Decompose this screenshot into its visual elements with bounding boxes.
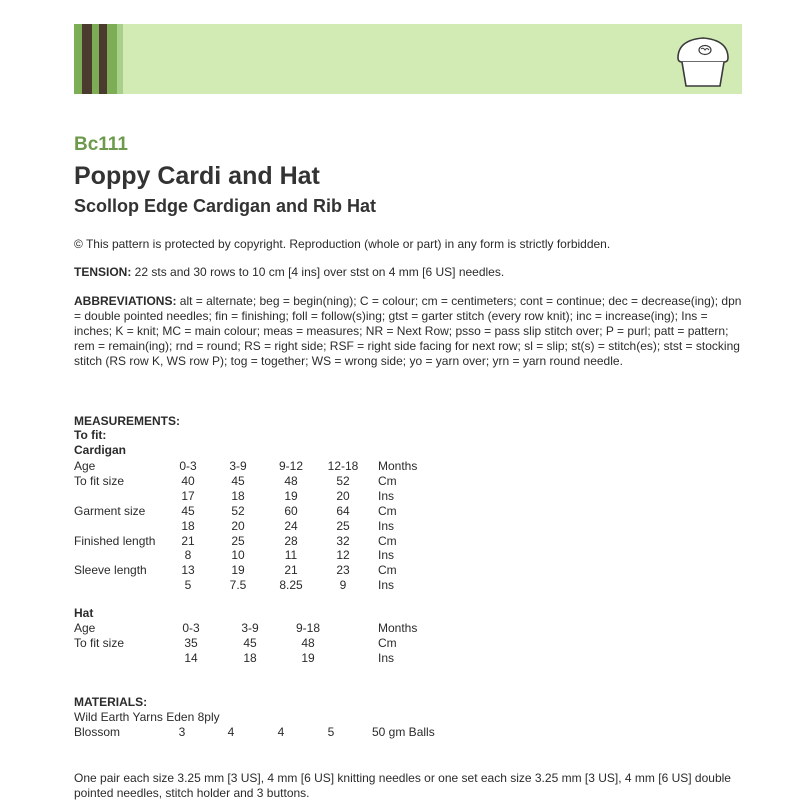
abbreviations-text: alt = alternate; beg = begin(ning); C = colour; cm = centimeters; cont = continue; dec = decrease(ing); dpn = double pointed needles; fin = finishing; foll = follow(s)ing; gtst = garter stitch (every row knit); inc = increase(ing); Ins = inches; K = knit; MC = main colour; meas = measures; NR = Next Row; psso = pass slip stitch over; P = purl; patt = pattern; rem = remain(ing); rnd = round; RS = right side; RSF = right side facing for next row; sl = slip; st(s) = stitch(es); stst = stocking stitch (RS row K, WS row P); tog = together; WS = wrong side; yo = yarn over; yrn = yarn round needle.: [74, 294, 742, 368]
tension-paragraph: [74, 265, 504, 280]
table-cell: 10: [231, 548, 245, 563]
unit-label: Cm: [378, 533, 397, 548]
banner-stripe-4: [99, 24, 107, 94]
banner-stripe-1: [74, 24, 82, 94]
unit-label: 50 gm Balls: [372, 725, 435, 739]
to-fit-heading: To fit:: [74, 428, 107, 442]
cupcake-logo-icon: [672, 30, 734, 92]
table-cell: 5: [184, 578, 192, 593]
table-cell: 21: [181, 533, 195, 548]
row-label: Finished length: [74, 533, 156, 548]
table-cell: 60: [284, 503, 298, 518]
table-cell: 64: [336, 503, 350, 518]
table-cell: 14: [184, 651, 198, 665]
abbreviations-paragraph: [74, 294, 746, 369]
table-cell: 19: [231, 563, 245, 578]
table-cell: 17: [181, 488, 195, 503]
table-cell: 45: [231, 473, 245, 488]
table-cell: 11: [284, 548, 298, 563]
unit-label: Ins: [378, 488, 395, 503]
tension-text: 22 sts and 30 rows to 10 cm [4 ins] over stst on 4 mm [6 US] needles.: [131, 265, 505, 279]
table-cell: 32: [336, 533, 350, 548]
table-cell: 19: [301, 651, 315, 665]
table-cell: 52: [231, 503, 245, 518]
table-cell: 48: [301, 636, 315, 650]
table-cell: 19: [284, 488, 298, 503]
table-cell: 24: [284, 518, 298, 533]
table-cell: 18: [181, 518, 195, 533]
unit-label: Cm: [378, 473, 397, 488]
table-cell: 18: [243, 651, 257, 665]
unit-label: Ins: [378, 578, 395, 593]
measurements-heading: MEASUREMENTS:: [74, 414, 181, 428]
table-cell: 20: [336, 488, 350, 503]
table-cell: 12-18: [327, 459, 359, 473]
table-cell: 40: [181, 473, 195, 488]
table-cell: 12: [336, 548, 350, 563]
table-cell: 28: [284, 533, 298, 548]
table-cell: 25: [231, 533, 245, 548]
table-cell: 35: [184, 636, 198, 650]
table-cell: 9: [339, 578, 347, 593]
table-cell: 8.25: [279, 578, 303, 593]
table-cell: 18: [231, 488, 245, 503]
row-label: Age: [74, 459, 96, 473]
unit-label: Ins: [378, 548, 395, 563]
page-subtitle: Scollop Edge Cardigan and Rib Hat: [74, 196, 377, 216]
copyright-notice: © This pattern is protected by copyright. Reproduction (whole or part) in any form is strictly forbidden.: [74, 237, 611, 251]
table-cell: 25: [336, 518, 350, 533]
table-cell: 0-3: [182, 621, 200, 635]
unit-label: Months: [378, 459, 418, 473]
unit-label: Cm: [378, 636, 397, 650]
table-cell: 45: [181, 503, 195, 518]
abbreviations-label: ABBREVIATIONS:: [74, 294, 177, 308]
table-cell: 3: [178, 725, 186, 739]
row-label: To fit size: [74, 636, 125, 650]
banner-stripe-3: [92, 24, 99, 94]
table-cell: 13: [181, 563, 195, 578]
table-cell: 20: [231, 518, 245, 533]
table-cell: 8: [184, 548, 192, 563]
unit-label: Cm: [378, 563, 397, 578]
table-cell: 45: [243, 636, 257, 650]
table-cell: 3-9: [229, 459, 247, 473]
table-cell: 21: [284, 563, 298, 578]
row-label: Sleeve length: [74, 563, 147, 578]
table-cell: 3-9: [241, 621, 259, 635]
header-banner: [74, 24, 742, 96]
materials-heading: MATERIALS:: [74, 695, 148, 709]
table-cell: 7.5: [229, 578, 247, 593]
row-label: Age: [74, 621, 96, 635]
table-cell: 23: [336, 563, 350, 578]
table-cell: 9-12: [278, 459, 304, 473]
table-cell: 4: [227, 725, 235, 739]
table-cell: 52: [336, 473, 350, 488]
table-cell: 48: [284, 473, 298, 488]
unit-label: Months: [378, 621, 418, 635]
needles-paragraph: One pair each size 3.25 mm [3 US], 4 mm [6 US] knitting needles or one set each size 3.25 mm [3 US], 4 mm [6 US] double pointed needles, stitch holder and 3 buttons.: [74, 771, 731, 800]
table-cell: 9-18: [295, 621, 321, 635]
yarn-name: Wild Earth Yarns Eden 8ply: [74, 710, 220, 724]
pattern-code: Bc111: [74, 134, 128, 155]
page-title: Poppy Cardi and Hat: [74, 162, 320, 190]
banner-stripe-5: [107, 24, 117, 94]
tension-label: TENSION:: [74, 265, 132, 279]
unit-label: Cm: [378, 503, 397, 518]
banner-stripe-6: [117, 24, 123, 94]
table-cell: 4: [277, 725, 285, 739]
unit-label: Ins: [378, 518, 395, 533]
banner-underline: [74, 88, 742, 94]
unit-label: Ins: [378, 651, 395, 665]
table-cell: 0-3: [179, 459, 197, 473]
row-label: Blossom: [74, 725, 121, 739]
hat-heading: Hat: [74, 606, 94, 620]
row-label: To fit size: [74, 473, 125, 488]
cardigan-heading: Cardigan: [74, 443, 127, 457]
banner-band: [74, 24, 742, 88]
banner-stripe-2: [82, 24, 92, 94]
row-label: Garment size: [74, 503, 146, 518]
table-cell: 5: [327, 725, 335, 739]
